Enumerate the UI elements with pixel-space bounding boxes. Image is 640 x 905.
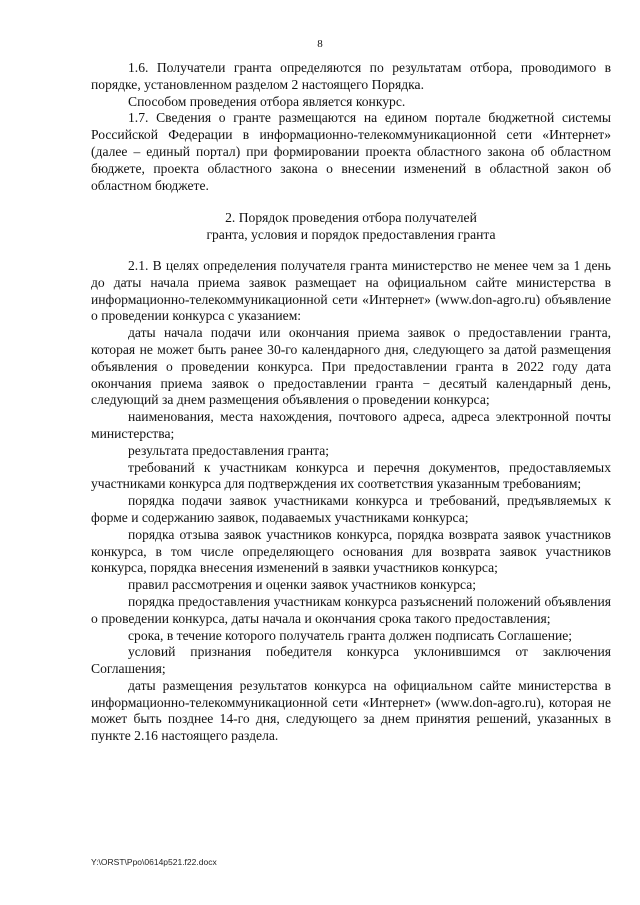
list-item-grant-result: результата предоставления гранта; <box>128 442 330 458</box>
section-heading <box>91 210 611 244</box>
list-item-evaluation-rules: правил рассмотрения и оценки заявок участников конкурса; <box>128 577 477 593</box>
list-item-requirements: требований к участникам конкурса и перечня документов, предоставляемых участниками конкурса для подтверждения их соответствия указанным требованиям; <box>91 459 611 492</box>
list-item-clarifications: порядка предоставления участникам конкурса разъяснений положений объявления о проведении конкурса, даты начала и окончания срока такого предоставления; <box>91 593 611 626</box>
document-body <box>91 60 611 745</box>
page-number: 8 <box>317 38 323 50</box>
footer-file-path: Y:\ORST\Ppo\0614p521.f22.docx <box>91 857 217 867</box>
list-item-withdrawal-procedure: порядка отзыва заявок участников конкурса, порядка возврата заявок участников конкурса, в том числе определяющего основания для возврата заявок участников конкурса, порядка внесения изменений в заявки участников конкурса; <box>91 526 611 576</box>
list-item-dates: даты начала подачи или окончания приема заявок о предоставлении гранта, которая не может быть ранее 30-го календарного дня, следующего за датой размещения объявления о проведении конкурса. При предоставлении гранта в 2022 году дата окончания приема заявок о предоставлении гранта − десятый календарный день, следующий за днем размещения объявления о проведении конкурса; <box>91 325 611 408</box>
list-item-evasion-conditions: условий признания победителя конкурса уклонившимся от заключения Соглашения; <box>91 644 611 677</box>
list-item-ministry-info: наименования, места нахождения, почтового адреса, адреса электронной почты министерства; <box>91 409 611 441</box>
paragraph-2-1: 2.1. В целях определения получателя гранта министерство не менее чем за 1 день до даты начала приема заявок размещает на официальном сайте министерства в информационно-телекоммуникационной сети «Интернет» (www.don-agro.ru) объявление о проведении конкурса с указанием: <box>91 257 611 324</box>
section-heading-line-2: гранта, условия и порядок предоставления гранта <box>206 227 496 243</box>
list-item-signing-term: срока, в течение которого получатель гранта должен подписать Соглашение; <box>128 627 573 643</box>
paragraph-selection-method: Способом проведения отбора является конкурс. <box>128 93 406 109</box>
list-item-results-publication: даты размещения результатов конкурса на официальном сайте министерства в информационно-телекоммуникационной сети «Интернет» (www.don-agro.ru), которая не может быть позднее 14-го дня, следующего за днем принятия решений, указанных в пункте 2.16 настоящего раздела. <box>91 677 611 744</box>
list-item-application-procedure: порядка подачи заявок участниками конкурса и требований, предъявляемых к форме и содержанию заявок, подаваемых участниками конкурса; <box>91 493 611 525</box>
section-heading-line-1: 2. Порядок проведения отбора получателей <box>225 210 477 226</box>
paragraph-1-6: 1.6. Получатели гранта определяются по результатам отбора, проводимого в порядке, установленном разделом 2 настоящего Порядка. <box>91 60 611 92</box>
paragraph-1-7: 1.7. Сведения о гранте размещаются на едином портале бюджетной системы Российской Федерации в информационно-телекоммуникационной сети «Интернет» (далее – единый портал) при формировании проекта областного закона об областном бюджете, проекта областного закона о внесении изменений в областной закон об областном бюджете. <box>91 110 611 193</box>
